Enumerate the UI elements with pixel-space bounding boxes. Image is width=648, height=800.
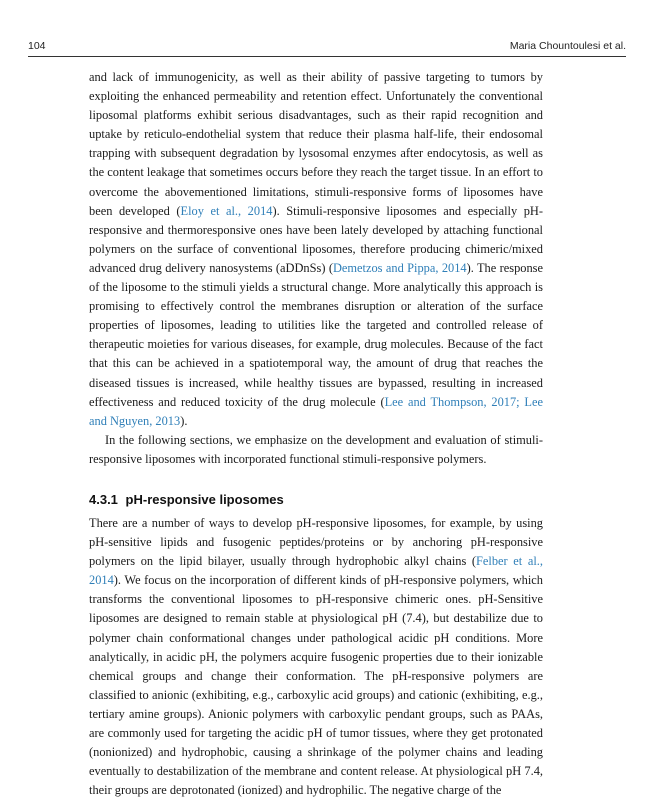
citation-link[interactable]: Felber et al., 2014 bbox=[89, 554, 543, 588]
text-run: ). bbox=[180, 413, 188, 428]
citation-link[interactable]: Eloy et al., 2014 bbox=[180, 203, 273, 218]
section-heading bbox=[89, 491, 543, 509]
text-run: and lack of immunogenicity, as well as their ability of passive targeting to tumors by exploiting the enhanced permeability and retention effect. Unfortunately the conventional liposomal platforms exhibit serious disadvantages, such as their rapid recognition and uptake by reticulo-endothelial system that reduce their plasma half-life, their endosomal trapping with subsequent degradation by lysosomal enzymes after endocytosis, as well as the content leakage that sometimes occurs before they reach the target tissue. In an effort to overcome the abovementioned limitations, stimuli-responsive forms of liposomes have been developed ( bbox=[89, 70, 543, 218]
citation-link[interactable]: Demetzos and Pippa, 2014 bbox=[332, 260, 467, 275]
section-title: pH-responsive liposomes bbox=[125, 491, 284, 507]
page-number: 104 bbox=[28, 40, 46, 52]
text-run: There are a number of ways to develop pH-responsive liposomes, for example, by using pH-sensitive lipids and fusogenic peptides/proteins or by anchoring pH-responsive polymers on the lipid bilayer, usually through hydrophobic alkyl chains ( bbox=[89, 515, 543, 569]
paragraph-following-sections: In the following sections, we emphasize on the development and evaluation of stimuli-responsive liposomes with incorporated functional stimuli-responsive polymers. bbox=[89, 432, 543, 466]
paragraph-intro bbox=[89, 68, 543, 431]
page-body bbox=[89, 68, 543, 800]
running-head bbox=[28, 40, 626, 56]
text-run: ). We focus on the incorporation of different kinds of pH-responsive polymers, which transforms the conventional liposomes to pH-responsive chimeric ones. pH-Sensitive liposomes are designed to remain stable at physiological pH (7.4), but destabilize due to polymer chain conformational changes under pathological acidic pH conditions. More analytically, in acidic pH, the polymers acquire fusogenic properties due to their ionizable chemical groups and change their conformation. The pH-responsive polymers are classified to anionic (exhibiting, e.g., carboxylic acid groups) and cationic (exhibiting, e.g., tertiary amine groups). Anionic polymers with carboxylic pendant groups, such as PAAs, are commonly used for targeting the acidic pH of tumor tissues, where they get protonated (nonionized) and hydrophobic, causing a shrinkage of the polymer chains and leading eventually to destabilization of the membrane and content release. At physiological pH 7.4, their groups are deprotonated (ionized) and hydrophilic. The negative charge of the bbox=[89, 573, 543, 798]
paragraph-ph-responsive bbox=[89, 514, 543, 800]
header-rule bbox=[28, 56, 626, 57]
text-run: ). The response of the liposome to the stimuli yields a structural change. More analytically this approach is promising to effectively control the membranes disruption or alteration of the surface properties of liposomes, leading to utilities like the targeted and controlled release of therapeutic moieties for various diseases, for example, drug molecules. Because of the fact that this can be achieved in a spatiotemporal way, the amount of drug that reaches the diseased tissues is increased, while healthy tissues are bypassed, resulting in increased effectiveness and reduced toxicity of the drug molecule ( bbox=[89, 260, 543, 409]
section-number: 4.3.1 bbox=[89, 491, 118, 507]
citation-link[interactable]: Lee and Thompson, 2017; Lee and Nguyen, 2013 bbox=[89, 394, 543, 428]
text-run: ). Stimuli-responsive liposomes and especially pH-responsive and thermoresponsive ones have been lately developed by attaching functional polymers on the surface of conventional liposomes, therefore producing chimeric/mixed advanced drug delivery nanosystems (aDDnSs) ( bbox=[89, 203, 544, 275]
running-head-authors: Maria Chountoulesi et al. bbox=[509, 40, 626, 52]
